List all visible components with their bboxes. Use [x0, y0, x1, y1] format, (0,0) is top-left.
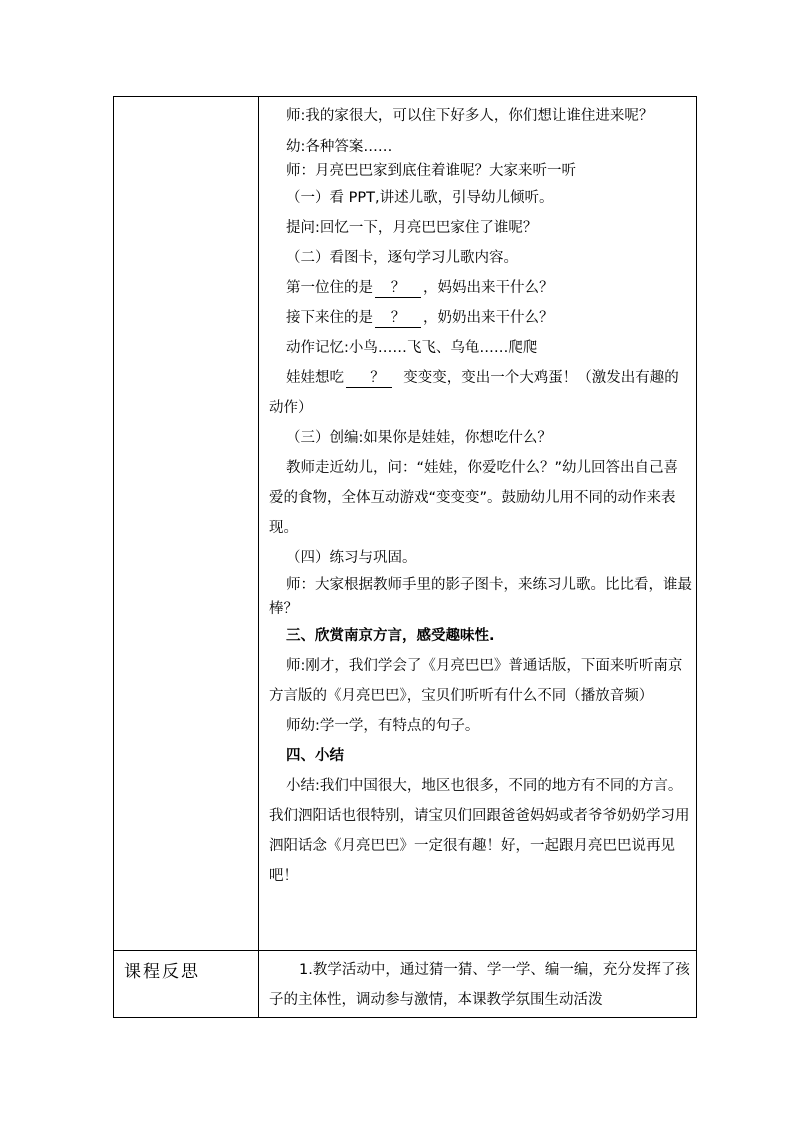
first-resident-prefix: 第一位住的是 — [286, 280, 373, 296]
teacher-approach: 教师走近幼儿，问：“娃娃，你爱吃什么？”幼儿回答出自己喜爱的食物，全体互动游戏“变变变”。鼓励幼儿用不同的动作来表现。 — [269, 460, 679, 536]
baby-wants-prefix: 娃娃想吃 — [286, 370, 344, 386]
activity-row — [114, 97, 697, 951]
learn-sentences: 师幼:学一学，有特点的句子。 — [286, 718, 480, 734]
section-four-heading: 四、小结 — [286, 748, 344, 764]
lesson-plan-table — [113, 96, 697, 1018]
step-one: （一）看 PPT,讲述儿歌，引导幼儿倾听。 — [286, 190, 554, 206]
first-resident-blank: ？ — [375, 279, 421, 298]
next-resident-suffix: ，奶奶出来干什么？ — [423, 310, 554, 326]
next-resident-blank: ？ — [375, 309, 421, 328]
reflection-label: 课程反思 — [124, 962, 200, 982]
reflection-text: 1.教学活动中，通过猜一猜、学一学、编一编，充分发挥了孩子的主体性，调动参与激情，本课教学氛围生动活泼 — [269, 962, 690, 1008]
action-memory: 动作记忆:小鸟……飞飞、乌龟……爬爬 — [286, 340, 538, 356]
child-answers: 幼:各种答案…… — [286, 139, 393, 155]
dialect-intro: 师:刚才，我们学会了《月亮巴巴》普通话版，下面来听听南京方言版的《月亮巴巴》，宝贝们听听有什么不同（播放音频） — [269, 658, 683, 704]
reflection-label-cell — [114, 951, 259, 1018]
first-resident-suffix: ，妈妈出来干什么？ — [423, 280, 554, 296]
question-recall: 提问:回忆一下，月亮巴巴家住了谁呢？ — [286, 220, 538, 236]
reflection-content-cell — [259, 951, 697, 1018]
step-three: （三）创编:如果你是娃娃，你想吃什么？ — [286, 430, 552, 446]
practice-line: 师：大家根据教师手里的影子图卡，来练习儿歌。比比看，谁最棒？ — [269, 577, 692, 617]
next-resident-prefix: 接下来住的是 — [286, 310, 373, 326]
summary-text: 小结:我们中国很大，地区也很多，不同的地方有不同的方言。我们泗阳话也很特别，请宝贝们回跟爸爸妈妈或者爷爷奶奶学习用泗阳话念《月亮巴巴》一定很有趣！好，一起跟月亮巴巴说再见吧！ — [269, 778, 690, 884]
teacher-line-1: 师:我的家很大，可以住下好多人，你们想让谁住进来呢？ — [286, 108, 654, 124]
baby-wants-line — [269, 363, 692, 423]
teacher-line-2: 师：月亮巴巴家到底住着谁呢？大家来听一听 — [286, 163, 576, 179]
activity-content-cell — [259, 97, 697, 951]
activity-label-cell — [114, 97, 259, 951]
first-resident-line — [269, 273, 692, 303]
reflection-row — [114, 951, 697, 1018]
next-resident-line — [269, 303, 692, 333]
baby-wants-suffix: 变变变，变出一个大鸡蛋！（激发出有趣的动作） — [269, 370, 679, 416]
section-three-heading: 三、欣赏南京方言，感受趣味性. — [286, 628, 495, 644]
step-four: （四）练习与巩固。 — [286, 550, 417, 566]
step-two: （二）看图卡，逐句学习儿歌内容。 — [286, 250, 518, 266]
baby-wants-blank: ？ — [346, 369, 392, 388]
